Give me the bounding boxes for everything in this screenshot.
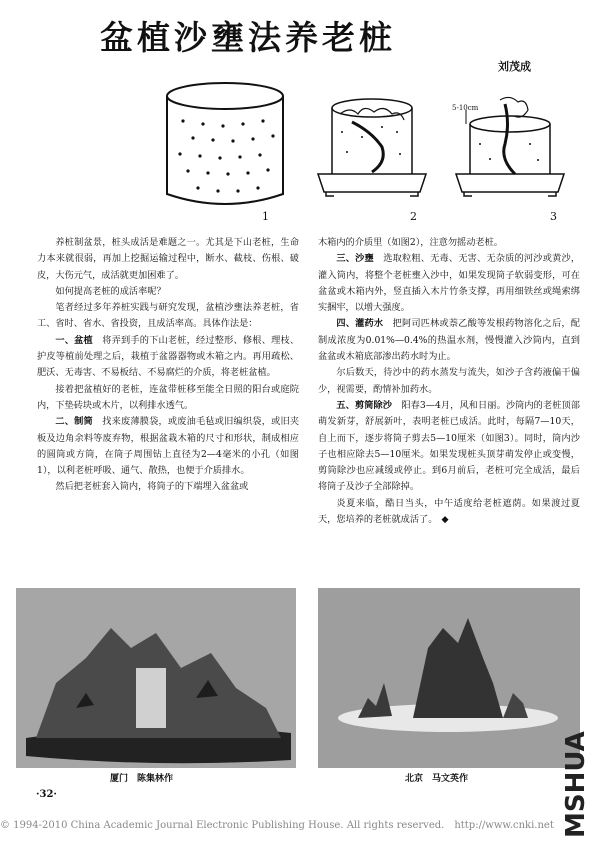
paragraph: 接着把盆植好的老桩，连盆带桩移至能全日照的阳台或庭院内，下垫砖块或木片，以利排水透气。 xyxy=(37,383,299,411)
paragraph: 养桩制盆景，桩头成活是难题之一。尤其是下山老桩，生命力本来就很弱，再加上挖掘运输过程中，断水、截枝、伤根、破皮，大伤元气，成活就更加困难了。 xyxy=(37,237,299,281)
figure-1-number: 1 xyxy=(262,210,269,223)
photo-left-caption: 厦门 陈集林作 xyxy=(110,774,174,784)
photo-right-stone-mountains xyxy=(318,588,580,768)
copyright-footer: © 1994-2010 China Academic Journal Electronic Publishing House. All rights reserved. http://www.cnki.net xyxy=(0,820,554,831)
watermark xyxy=(558,730,592,840)
paragraph: 一、盆植 将弄到手的下山老桩，经过整形、修根、理枝、护皮等植前处理之后，栽植于盆器器物或木箱之内。再用疏松、肥沃、无毒害、不易板结、不易腐烂的介质，将老桩盆植。 xyxy=(37,334,300,379)
paragraph: 如何提高老桩的成活率呢？ xyxy=(55,285,166,297)
photo-right-caption: 北京 马文英作 xyxy=(405,774,469,784)
watermark-text: MSHUA xyxy=(561,731,591,838)
section-heading: 一、盆植 xyxy=(55,334,93,346)
section-heading: 四、灌药水 xyxy=(336,318,384,330)
right-text-column xyxy=(318,235,580,528)
paragraph: 笔者经过多年养桩实践与研究发现，盆植沙壅法养老桩，省工、省时、省水、省投资，且成活率高。具体作法是： xyxy=(37,302,299,330)
article-title: 盆植沙壅法养老桩 xyxy=(100,18,396,57)
paragraph: 尔后数天，待沙中的药水蒸发与流失，如沙子含药液偏干偏少，视需要，酌情补加药水。 xyxy=(318,367,580,395)
figure-2-tree-in-cylinder xyxy=(312,92,442,210)
figure-3-measure-label: 5-10cm xyxy=(452,104,479,112)
closing-paragraph: 炎夏来临，酷日当头，中午适度给老桩遮荫。如果渡过夏天，您培养的老桩就成活了。 xyxy=(318,497,580,526)
paragraph: 木箱内的介质里（如图2），注意勿摇动老桩。 xyxy=(318,237,503,248)
paragraph: 二、制筒 找来废薄膜袋，或废油毛毡或旧编织袋，或旧夹板及边角余料等废弃物，根据盆栽木箱的尺寸和形状，制成相应的圆筒或方筒，在筒子周围钻上直径为2—4毫米的小孔（如图1），以利老桩呼吸、通气、散热，也便于介质排水。 xyxy=(37,416,300,477)
section-heading: 五、剪筒除沙 xyxy=(336,399,393,411)
paragraph: 然后把老桩套入筒内，将筒子的下端埋入盆盆或 xyxy=(55,481,249,493)
page-number: ·32· xyxy=(36,789,57,800)
paragraph xyxy=(318,496,580,529)
figure-1-cylinder xyxy=(158,76,298,216)
section-heading: 二、制筒 xyxy=(55,416,93,428)
section-heading: 三、沙壅 xyxy=(336,253,374,265)
figure-3-number: 3 xyxy=(550,210,557,223)
paragraph: 五、剪筒除沙 阳春3—4月，风和日丽。沙筒内的老桩顶部萌发新芽，舒展新叶，表明老桩已成活。此时，每隔7—10天，自上而下，逐步将筒子剪去5—10厘米（如图3）。同时，筒内沙子也相应除去5—10厘米。如果发现桩头顶芽萌发停止或变慢，剪筒除沙也应减缓或停止。到6月前后，老桩可完全成活，最后将筒子及沙子全部除掉。 xyxy=(318,399,580,493)
article-author: 刘茂成 xyxy=(498,60,531,73)
figure-2-number: 2 xyxy=(410,210,417,223)
left-text-column xyxy=(37,235,299,496)
end-mark: ◆ xyxy=(441,514,449,526)
paragraph: 三、沙壅 选取粒粗、无毒、无害、无杂质的河沙或黄沙，灌入筒内，将整个老桩壅入沙中，如果发现筒子软弱变形，可在盆盆或木箱内外，竖直插入木片竹条支撑，再用细铁丝或绳索绑实捆牢，以增大强度。 xyxy=(318,253,581,314)
paragraph: 四、灌药水 把阿司匹林或萘乙酸等发根药物溶化之后，配制成浓度为0.01%—0.4%的热温水剂，慢慢灌入沙筒内，直到盆盆或木箱底部渗出药水时为止。 xyxy=(318,318,581,363)
photo-left-bonsai-rockery xyxy=(16,588,296,768)
